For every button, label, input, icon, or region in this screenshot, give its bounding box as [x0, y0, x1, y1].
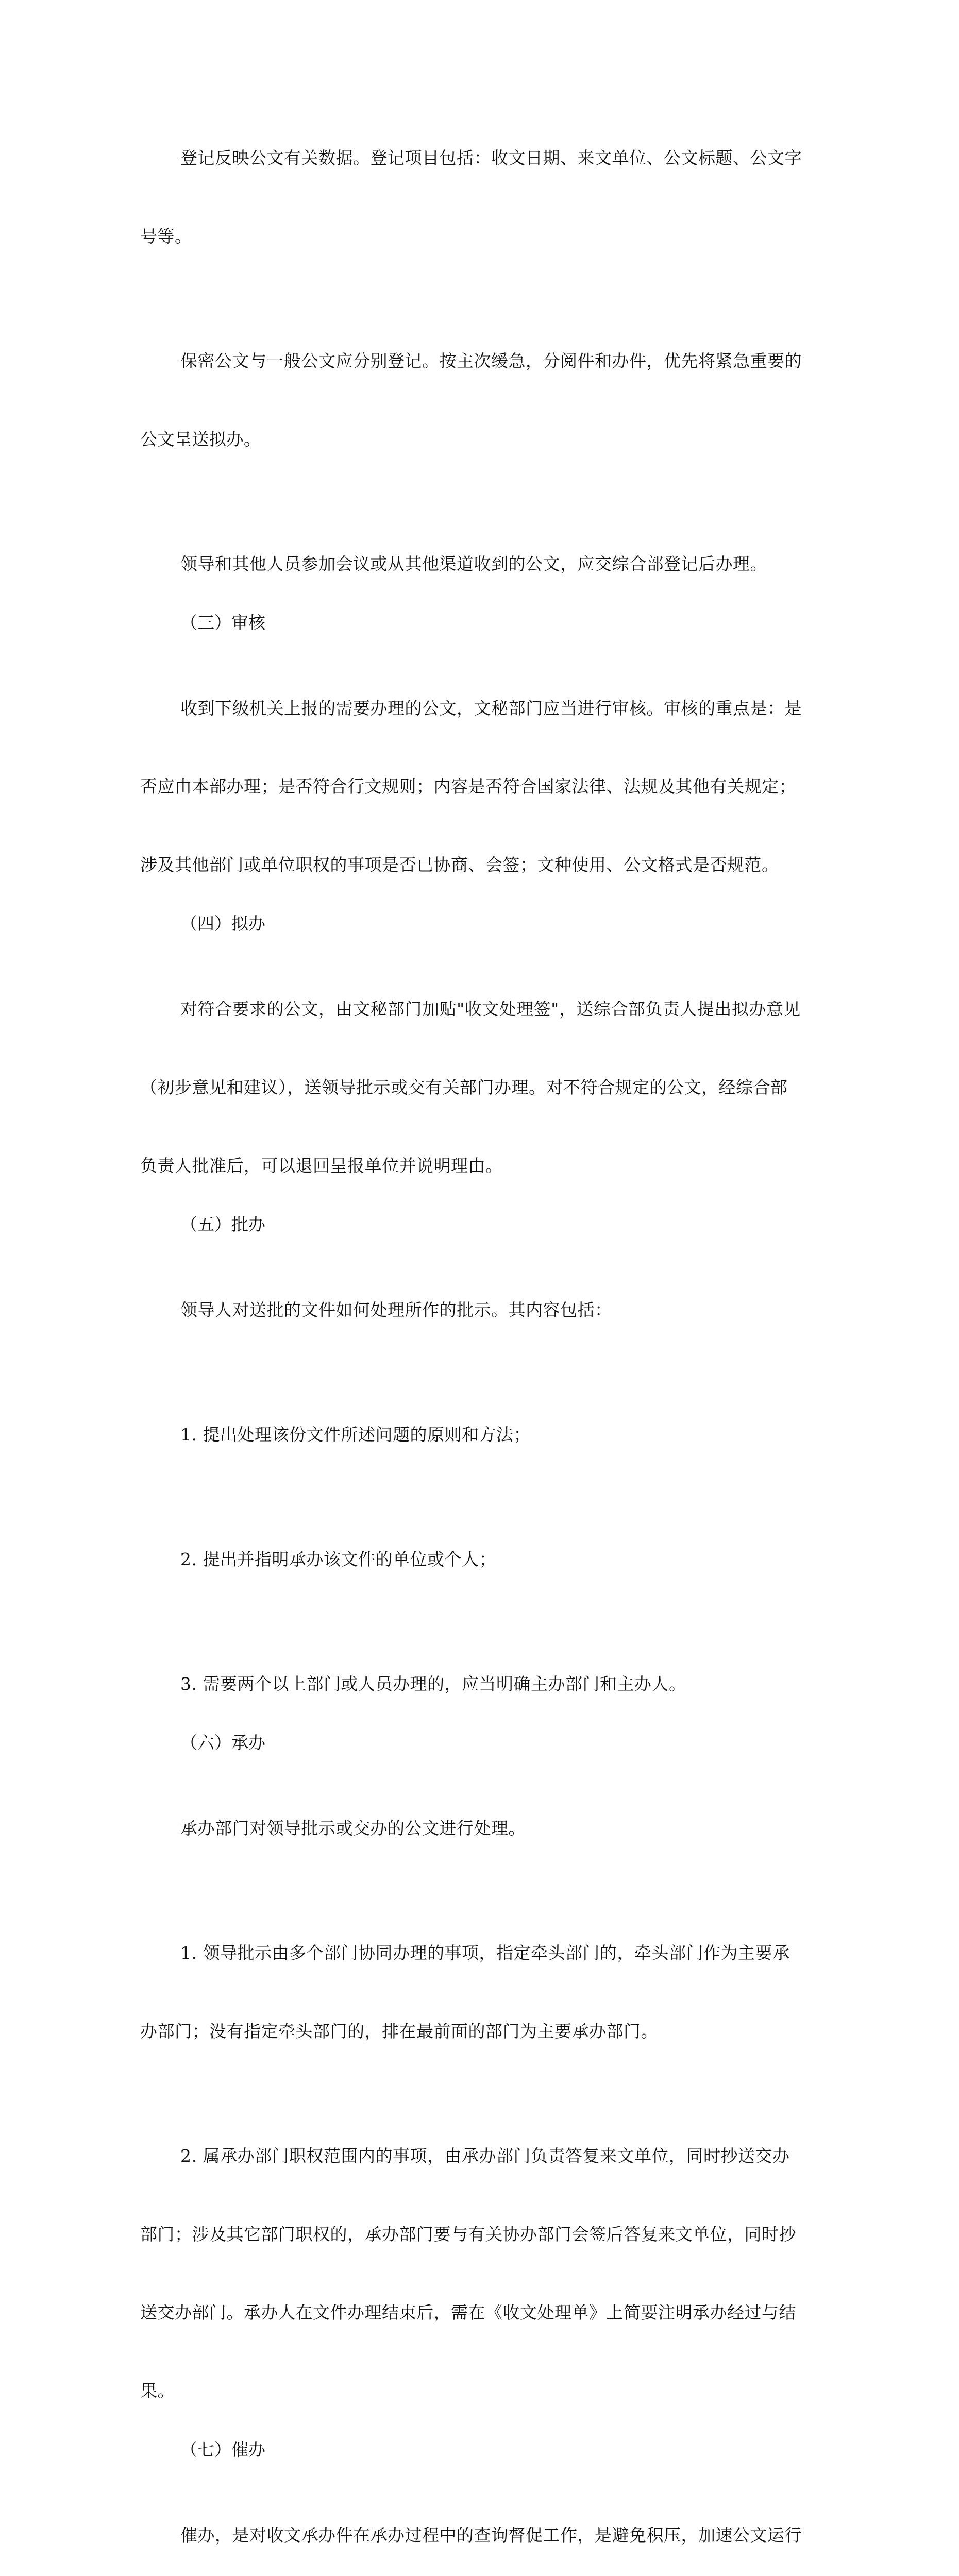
text-line: 部门；涉及其它部门职权的，承办部门要与有关协办部门会签后答复来文单位，同时抄: [140, 2224, 796, 2244]
section-heading-approval: （五）批办: [180, 1214, 265, 1234]
text-line: 负责人批准后，可以退回呈报单位并说明理由。: [140, 1156, 503, 1176]
text-line: 2. 提出并指明承办该文件的单位或个人；: [180, 1549, 496, 1569]
paragraph-registration-data: [140, 109, 826, 285]
paragraph-other-channels: [140, 515, 826, 613]
text-line: 否应由本部办理；是否符合行文规则；内容是否符合国家法律、法规及其他有关规定；: [140, 776, 796, 796]
document-body: [140, 109, 826, 2576]
text-line: 催办，是对收文承办件在承办过程中的查询督促工作，是避免积压，加速公文运行: [180, 2525, 802, 2545]
paragraph-review: [140, 659, 826, 914]
list-item-handling-1: [140, 1904, 826, 2080]
paragraph-confidential-registration: [140, 312, 826, 488]
text-line: 果。: [140, 2381, 175, 2401]
text-line: 对符合要求的公文，由文秘部门加贴"收文处理签"，送综合部负责人提出拟办意见: [180, 999, 801, 1019]
text-line: 登记反映公文有关数据。登记项目包括：收文日期、来文单位、公文标题、公文字: [180, 148, 802, 168]
section-heading-handling: （六）承办: [180, 1733, 265, 1753]
text-line: 收到下级机关上报的需要办理的公文，文秘部门应当进行审核。审核的重点是：是: [180, 698, 802, 718]
text-line: 涉及其他部门或单位职权的事项是否已协商、会签；文种使用、公文格式是否规范。: [140, 855, 779, 875]
paragraph-handling-intro: [140, 1780, 826, 1877]
section-heading-reminder: （七）催办: [180, 2439, 265, 2460]
text-line: （初步意见和建议），送领导批示或交有关部门办理。对不符合规定的公文，经综合部: [140, 1077, 788, 1097]
text-line: 2. 属承办部门职权范围内的事项，由承办部门负责答复来文单位，同时抄送交办: [180, 2146, 790, 2166]
text-line: 3. 需要两个以上部门或人员办理的，应当明确主办部门和主办人。: [180, 1674, 686, 1694]
text-line: 1. 领导批示由多个部门协同办理的事项，指定牵头部门的，牵头部门作为主要承: [180, 1943, 790, 1963]
text-line: 送交办部门。承办人在文件办理结束后，需在《收文处理单》上简要注明承办经过与结: [140, 2302, 796, 2323]
list-item-approval-2: [140, 1511, 826, 1608]
text-line: 保密公文与一般公文应分别登记。按主次缓急，分阅件和办件，优先将紧急重要的: [180, 351, 802, 371]
list-item-approval-1: [140, 1386, 826, 1484]
text-line: 承办部门对领导批示或交办的公文进行处理。: [180, 1818, 526, 1838]
text-line: 1. 提出处理该份文件所述问题的原则和方法；: [180, 1425, 531, 1445]
text-line: 公文呈送拟办。: [140, 429, 261, 449]
paragraph-proposal: [140, 960, 826, 1215]
section-heading-review: （三）审核: [180, 613, 265, 633]
paragraph-reminder: [140, 2486, 826, 2576]
section-heading-proposal: （四）拟办: [180, 913, 265, 934]
list-item-approval-3: [140, 1635, 826, 1733]
text-line: 号等。: [140, 226, 192, 246]
text-line: 领导和其他人员参加会议或从其他渠道收到的公文，应交综合部登记后办理。: [180, 554, 767, 574]
text-line: 办部门；没有指定牵头部门的，排在最前面的部门为主要承办部门。: [140, 2021, 658, 2041]
list-item-handling-2: [140, 2107, 826, 2440]
text-line: 领导人对送批的文件如何处理所作的批示。其内容包括：: [180, 1300, 612, 1320]
paragraph-approval-intro: [140, 1261, 826, 1359]
